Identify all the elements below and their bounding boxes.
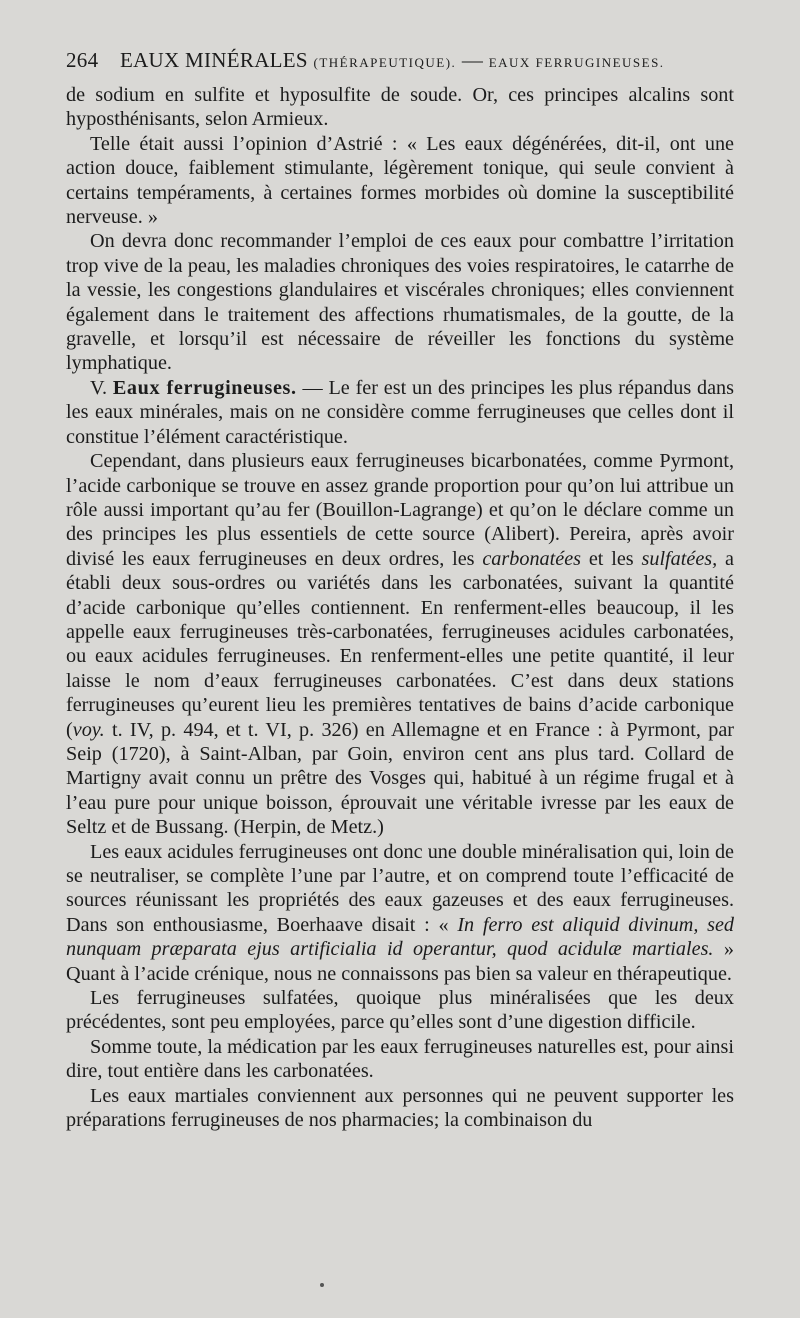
header-section: EAUX FERRUGINEUSES. (488, 55, 665, 70)
paragraph-8: Somme toute, la médication par les eaux ferrugineuses naturelles est, pour ainsi dire, tout entière dans les carbonatées. (66, 1035, 734, 1083)
p5-italic-voy: voy. (72, 718, 105, 741)
paragraph-1: de sodium en sulfite et hyposulfite de soude. Or, ces principes alcalins sont hyposthénisants, selon Armieux. (66, 84, 734, 131)
p5-text-b: et les (588, 547, 634, 570)
p6-text-a: Les eaux acidules ferrugineuses ont donc une double minéralisation qui, loin de se neutraliser, se complète l’une par l’autre, et on comprend toute l’efficacité de sources réunissant les propriétés des eaux gazeuses et des eaux ferrugineuses. Dans son enthousiasme, Boerhaave disait : « (66, 840, 734, 936)
p5-text-c: a établi deux sous-ordres ou variétés dans les carbonatées, suivant la quantité d’acide carbonique qu’elles contiennent. En renferment-elles beaucoup, il les appelle eaux ferrugineuses très-carbonatées, ferrugineuses acidules carbonatées, ou eaux acidules ferrugineuses. En renferment-elles une petite quantité, il leur laisse le nom d’eaux ferrugineuses carbonatées. C’est dans deux stations ferrugineuses qu’eurent lieu les premières tentatives de bains d’acide carbonique ( (66, 547, 734, 741)
paragraph-4 (66, 376, 734, 449)
paragraph-3: On devra donc recommander l’emploi de ces eaux pour combattre l’irritation trop vive de la peau, les maladies chroniques des voies respiratoires, le catarrhe de la vessie, les congestions glandulaires et viscérales chroniques; elles conviennent également dans le traitement des affections rhumatismales, de la goutte, de la gravelle, et lorsqu’il est nécessaire de réveiller les fonctions du système lymphatique. (66, 230, 734, 375)
p5-text-a: Cependant, dans plusieurs eaux ferrugineuses bicarbonatées, comme Pyrmont, l’acide carbonique se trouve en assez grande proportion pour qu’on lui attribue un rôle aussi important qu’au fer (Bouillon-Lagrange) et qu’on le déclare comme un des principes les plus essentiels de cette source (Alibert). Pereira, après avoir divisé les eaux ferrugineuses en deux ordres, les (66, 450, 734, 570)
paragraph-6 (66, 840, 734, 986)
p6-text-b: » Quant à l’acide crénique, nous ne connaissons pas bien sa valeur en thérapeutique. (66, 938, 734, 985)
section-title: Eaux ferrugineuses. (112, 376, 297, 399)
p5-text-d: t. IV, p. 494, et t. VI, p. 326) en Allemagne et en France : à Pyrmont, par Seip (1720), à Saint-Alban, par Goin, environ cent ans plus tard. Collard de Martigny avait connu un prêtre des Vosges qui, habitué à un régime frugal et à l’eau pure pour unique boisson, éprouvait une véritable ivresse par les eaux de Seltz et de Bussang. (Herpin, de Metz.) (66, 718, 735, 839)
header-dash: — (461, 48, 484, 72)
p5-italic-carbonatees: carbonatées (482, 547, 582, 570)
paragraph-4-text: — Le fer est un des principes les plus répandus dans les eaux minérales, mais on ne considère comme ferrugineuses que celles dont il constitue l’élément caractéristique. (66, 376, 734, 448)
p6-latin-quote: In ferro est aliquid divinum, sed nunquam præparata ejus artificialia id operantur, quod acidulæ martiales. (66, 913, 735, 961)
page-number: 264 (66, 48, 99, 72)
paragraph-2: Telle était aussi l’opinion d’Astrié : « Les eaux dégénérées, dit-il, ont une action douce, faiblement stimulante, légèrement tonique, qui seule convient à certains tempéraments, à certaines formes morbides où domine la susceptibilité nerveuse. » (66, 132, 734, 229)
body-text (66, 83, 734, 1132)
paragraph-9: Les eaux martiales conviennent aux personnes qui ne peuvent supporter les préparations ferrugineuses de nos pharmacies; la combinaison du (66, 1084, 734, 1132)
paragraph-5 (66, 449, 734, 840)
p5-italic-sulfatees: sulfatées, (641, 547, 718, 570)
running-header (66, 48, 766, 72)
section-label: V. (90, 376, 108, 399)
paragraph-7: Les ferrugineuses sulfatées, quoique plus minéralisées que les deux précédentes, sont peu employées, parce qu’elles sont d’une digestion difficile. (66, 987, 734, 1034)
ink-speck (320, 1283, 324, 1287)
header-title: EAUX MINÉRALES (119, 48, 308, 72)
header-subtitle: (THÉRAPEUTIQUE). (313, 55, 457, 70)
